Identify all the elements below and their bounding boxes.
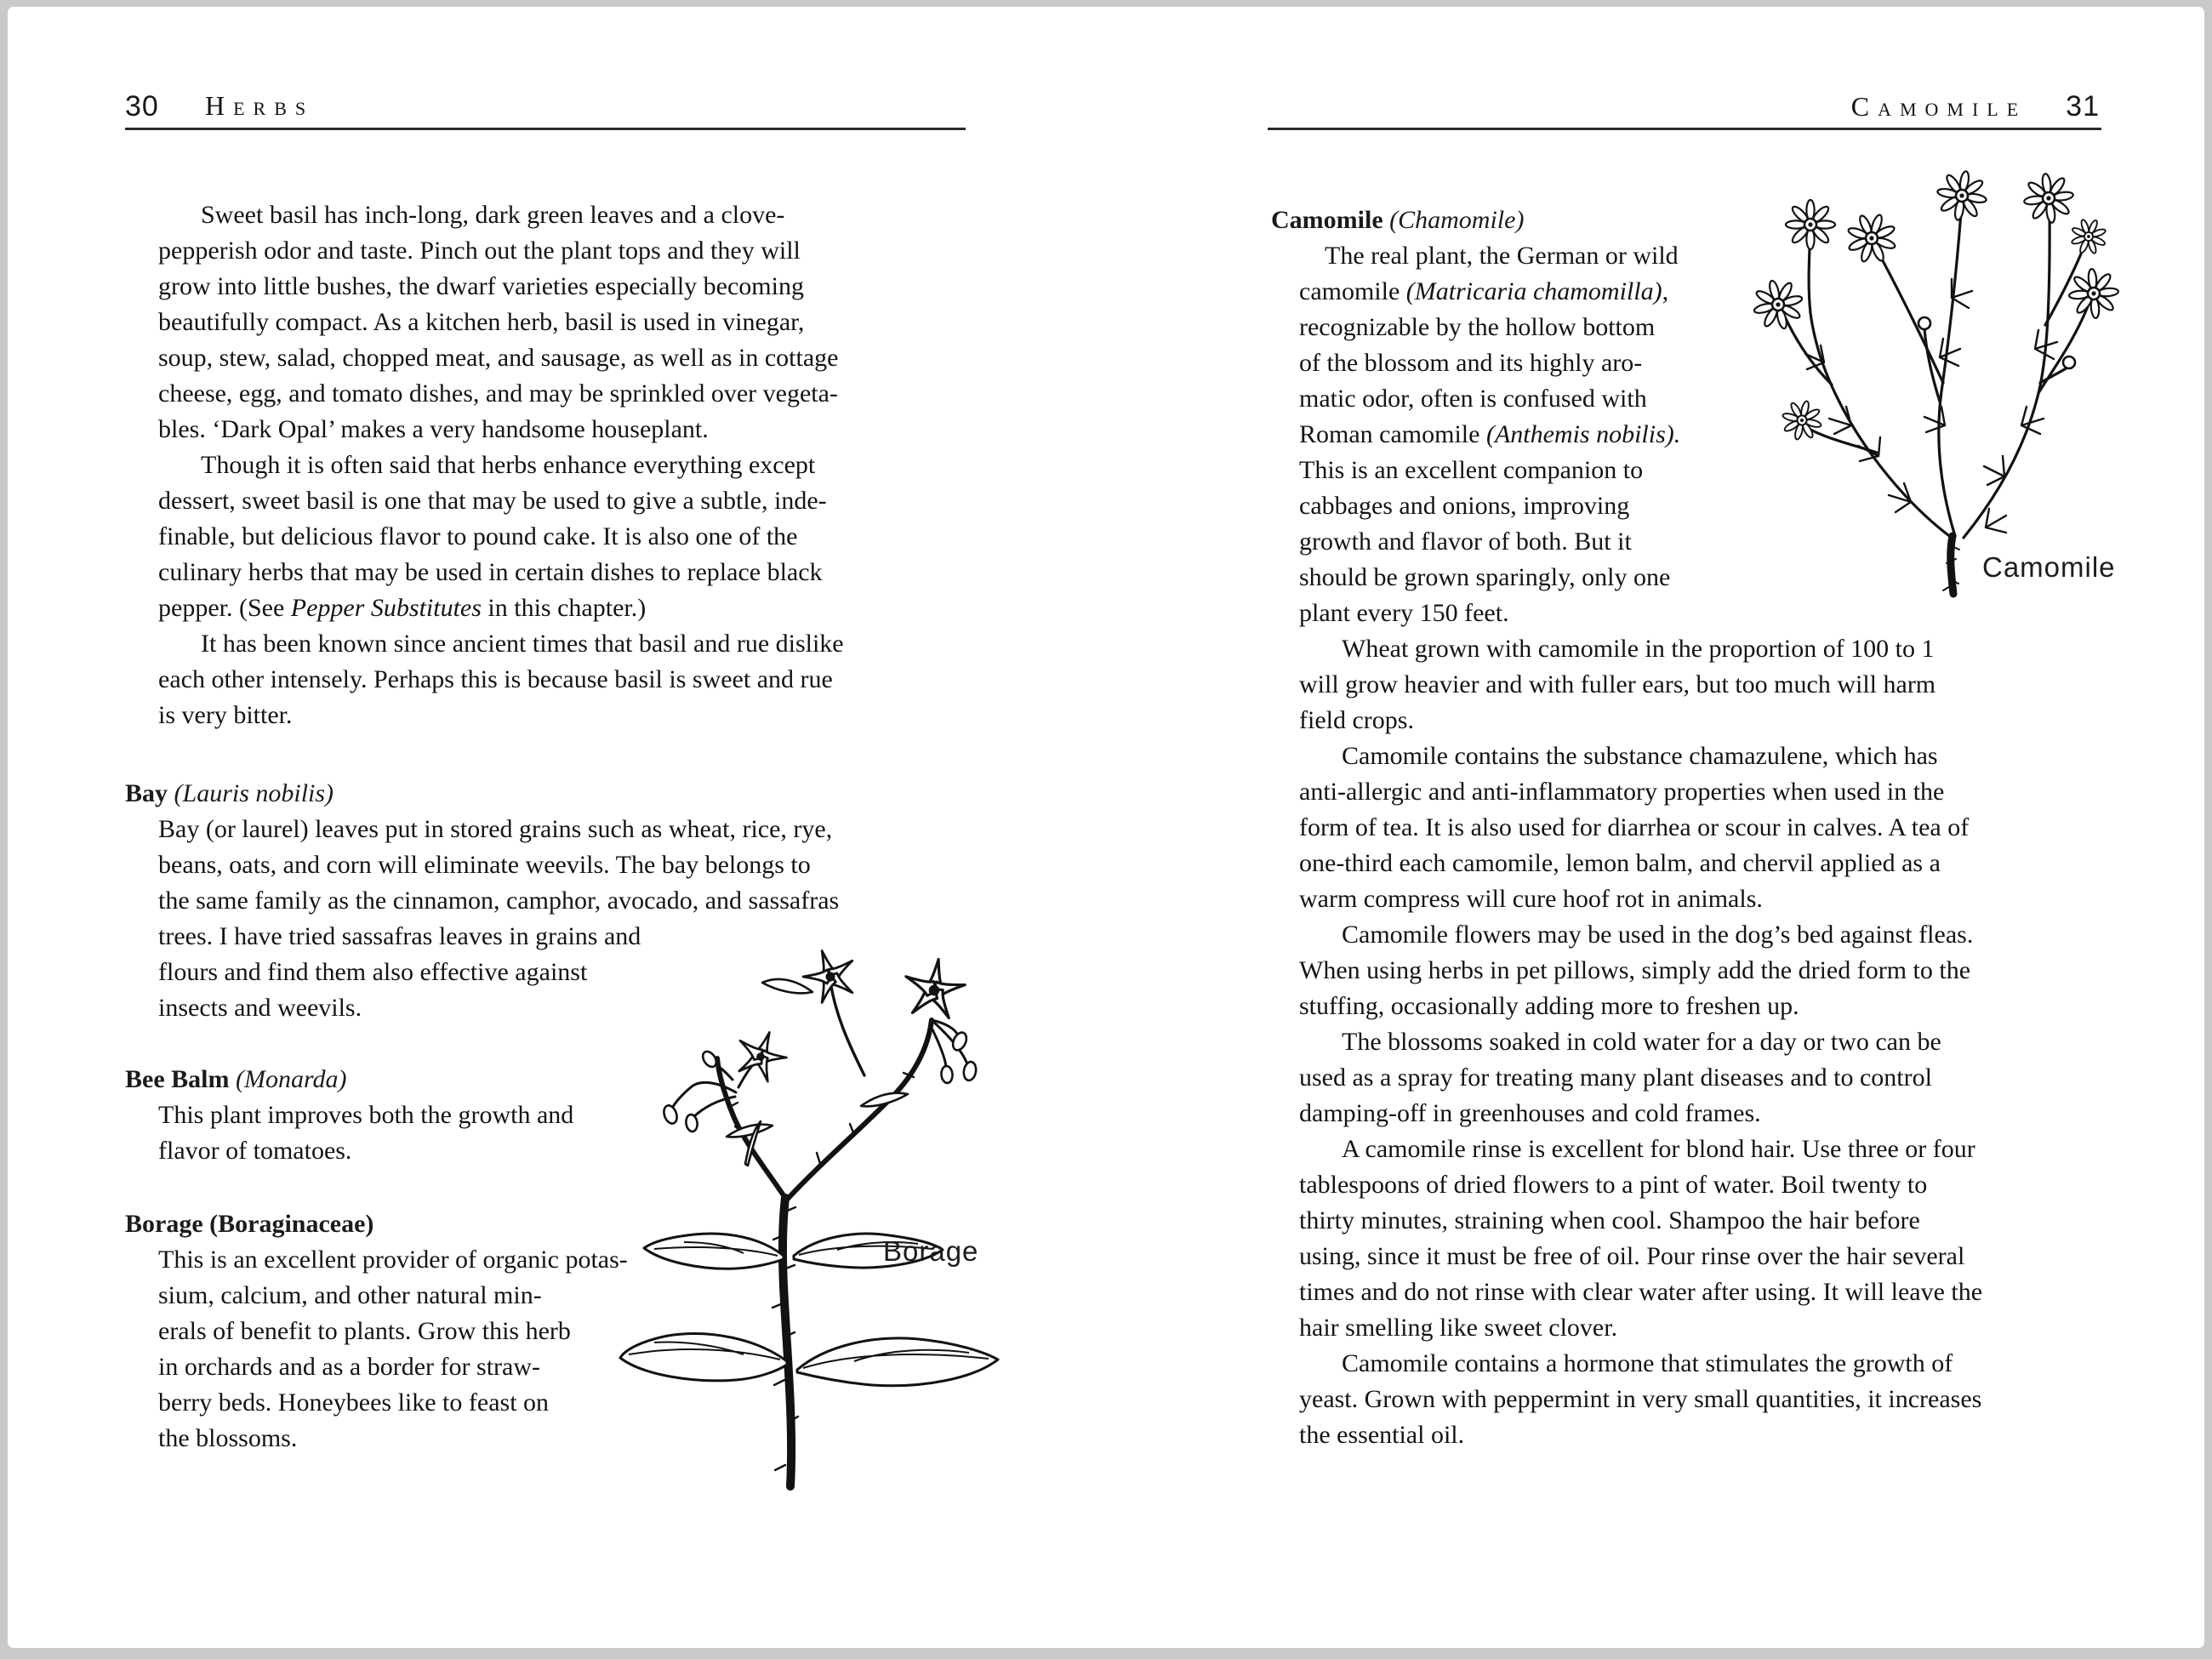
paragraph-camomile-1: The real plant, the German or wild camomile (Matricaria chamomilla), recognizable by the hollow bottom of the blossom and its highly aro- matic odor, often is confused with Roman camomile (Anthemis nobilis). This is an excellent companion to cabbages and onions, improving growth and flavor of both. But it should be grown sparingly, only one plant every 150 feet. [1299, 242, 1681, 627]
paragraph-bee-balm: This plant improves both the growth and flavor of tomatoes. [158, 1101, 574, 1165]
paragraph-basil-rue: It has been known since ancient times that basil and rue dislike each other intensely. Perhaps this is because basil is sweet and rue is very bitter. [158, 630, 844, 729]
paragraph-camomile-7: Camomile contains a hormone that stimulates the growth of yeast. Grown with peppermint in very small quantities, it increases the essential oil. [1299, 1349, 1982, 1449]
section-heading-bee-balm [125, 1062, 347, 1097]
section-name-bay: Bay [125, 779, 168, 807]
section-heading-borage [125, 1206, 373, 1242]
section-latin-bay: (Lauris nobilis) [174, 779, 334, 807]
left-header-rule [125, 128, 966, 130]
borage-illustration-caption: Borage [883, 1235, 979, 1267]
left-running-head: Herbs [205, 90, 315, 121]
camomile-illustration-caption: Camomile [1982, 551, 2116, 583]
camomile-flowers [1747, 167, 2128, 447]
paragraph-sweet-basil-1: Sweet basil has inch-long, dark green leaves and a clove- pepperish odor and taste. Pinch out the plant tops and they will grow into little bushes, the dwarf varieties especially becoming beautifully compact. As a kitchen herb, basil is used in vinegar, soup, stew, salad, chopped meat, and sausage, as well as in cottage cheese, egg, and tomato dishes, and may be sprinkled over vegeta- bles. ‘Dark Opal’ makes a very handsome houseplant. [158, 201, 839, 443]
camomile-illustration [1749, 170, 2166, 596]
borage-illustration [616, 938, 1016, 1499]
left-page-number: 30 [125, 90, 159, 123]
section-name-camomile: Camomile [1271, 206, 1383, 234]
section-name-bee-balm: Bee Balm [125, 1065, 230, 1093]
paragraph-camomile-6: A camomile rinse is excellent for blond hair. Use three or four tablespoons of dried flowers to a pint of water. Boil twenty to thirty minutes, straining when cool. Shampoo the hair before using, since it must be free of oil. Pour rinse over the hair several times and do not rinse with clear water after using. It will leave the hair smelling like sweet clover. [1299, 1135, 1983, 1342]
right-page-header [1268, 90, 2100, 123]
section-name-borage: Borage [125, 1210, 203, 1238]
section-heading-bay [125, 776, 334, 812]
section-heading-camomile [1271, 202, 1524, 238]
paragraph-camomile-3: Camomile contains the substance chamazulene, which has anti-allergic and anti-inflammatory properties when used in the form of tea. It is also used for diarrhea or scour in calves. A tea of one-third each camomile, lemon balm, and chervil applied as a warm compress will cure hoof rot in animals. [1299, 742, 1970, 913]
paragraph-camomile-2: Wheat grown with camomile in the proportion of 100 to 1 will grow heavier and with fuller ears, but too much will harm field crops. [1299, 635, 1936, 734]
right-running-head: Camomile [1850, 91, 2027, 122]
right-header-rule [1268, 128, 2101, 130]
borage-flower-top [795, 942, 865, 1010]
borage-flower-right [898, 955, 971, 1024]
right-page-number: 31 [2066, 90, 2100, 123]
paragraph-bay: Bay (or laurel) leaves put in stored grains such as wheat, rice, rye, beans, oats, and corn will eliminate weevils. The bay belongs to the same family as the cinnamon, camphor, avocado, and sassafras trees. I have tried sassafras leaves in grains and flours and find them also effective against insects and weevils. [158, 815, 840, 1022]
paragraph-sweet-basil-2: Though it is often said that herbs enhance everything except dessert, sweet basil is one that may be used to give a subtle, inde- finable, but delicious flavor to pound cake. It is also one of the culinary herbs that may be used in certain dishes to replace black pepper. (See Pepper Substitutes in this chapter.) [158, 451, 827, 622]
section-latin-bee-balm: (Monarda) [235, 1065, 347, 1093]
section-latin-borage: (Boraginaceae) [209, 1210, 374, 1238]
paragraph-borage: This is an excellent provider of organic potas- sium, calcium, and other natural min- erals of benefit to plants. Grow this herb in orchards and as a border for straw- berry beds. Honeybees like to feast on the blossoms. [158, 1246, 628, 1452]
paragraph-camomile-4: Camomile flowers may be used in the dog’s bed against fleas. When using herbs in pet pillows, simply add the dried form to the stuffing, occasionally adding more to freshen up. [1299, 921, 1974, 1020]
borage-flower-left [727, 1023, 795, 1089]
section-latin-camomile: (Chamomile) [1389, 206, 1525, 234]
borage-buds [662, 1030, 978, 1132]
paragraph-camomile-5: The blossoms soaked in cold water for a day or two can be used as a spray for treating many plant diseases and to control damping-off in greenhouses and cold frames. [1299, 1028, 1941, 1127]
